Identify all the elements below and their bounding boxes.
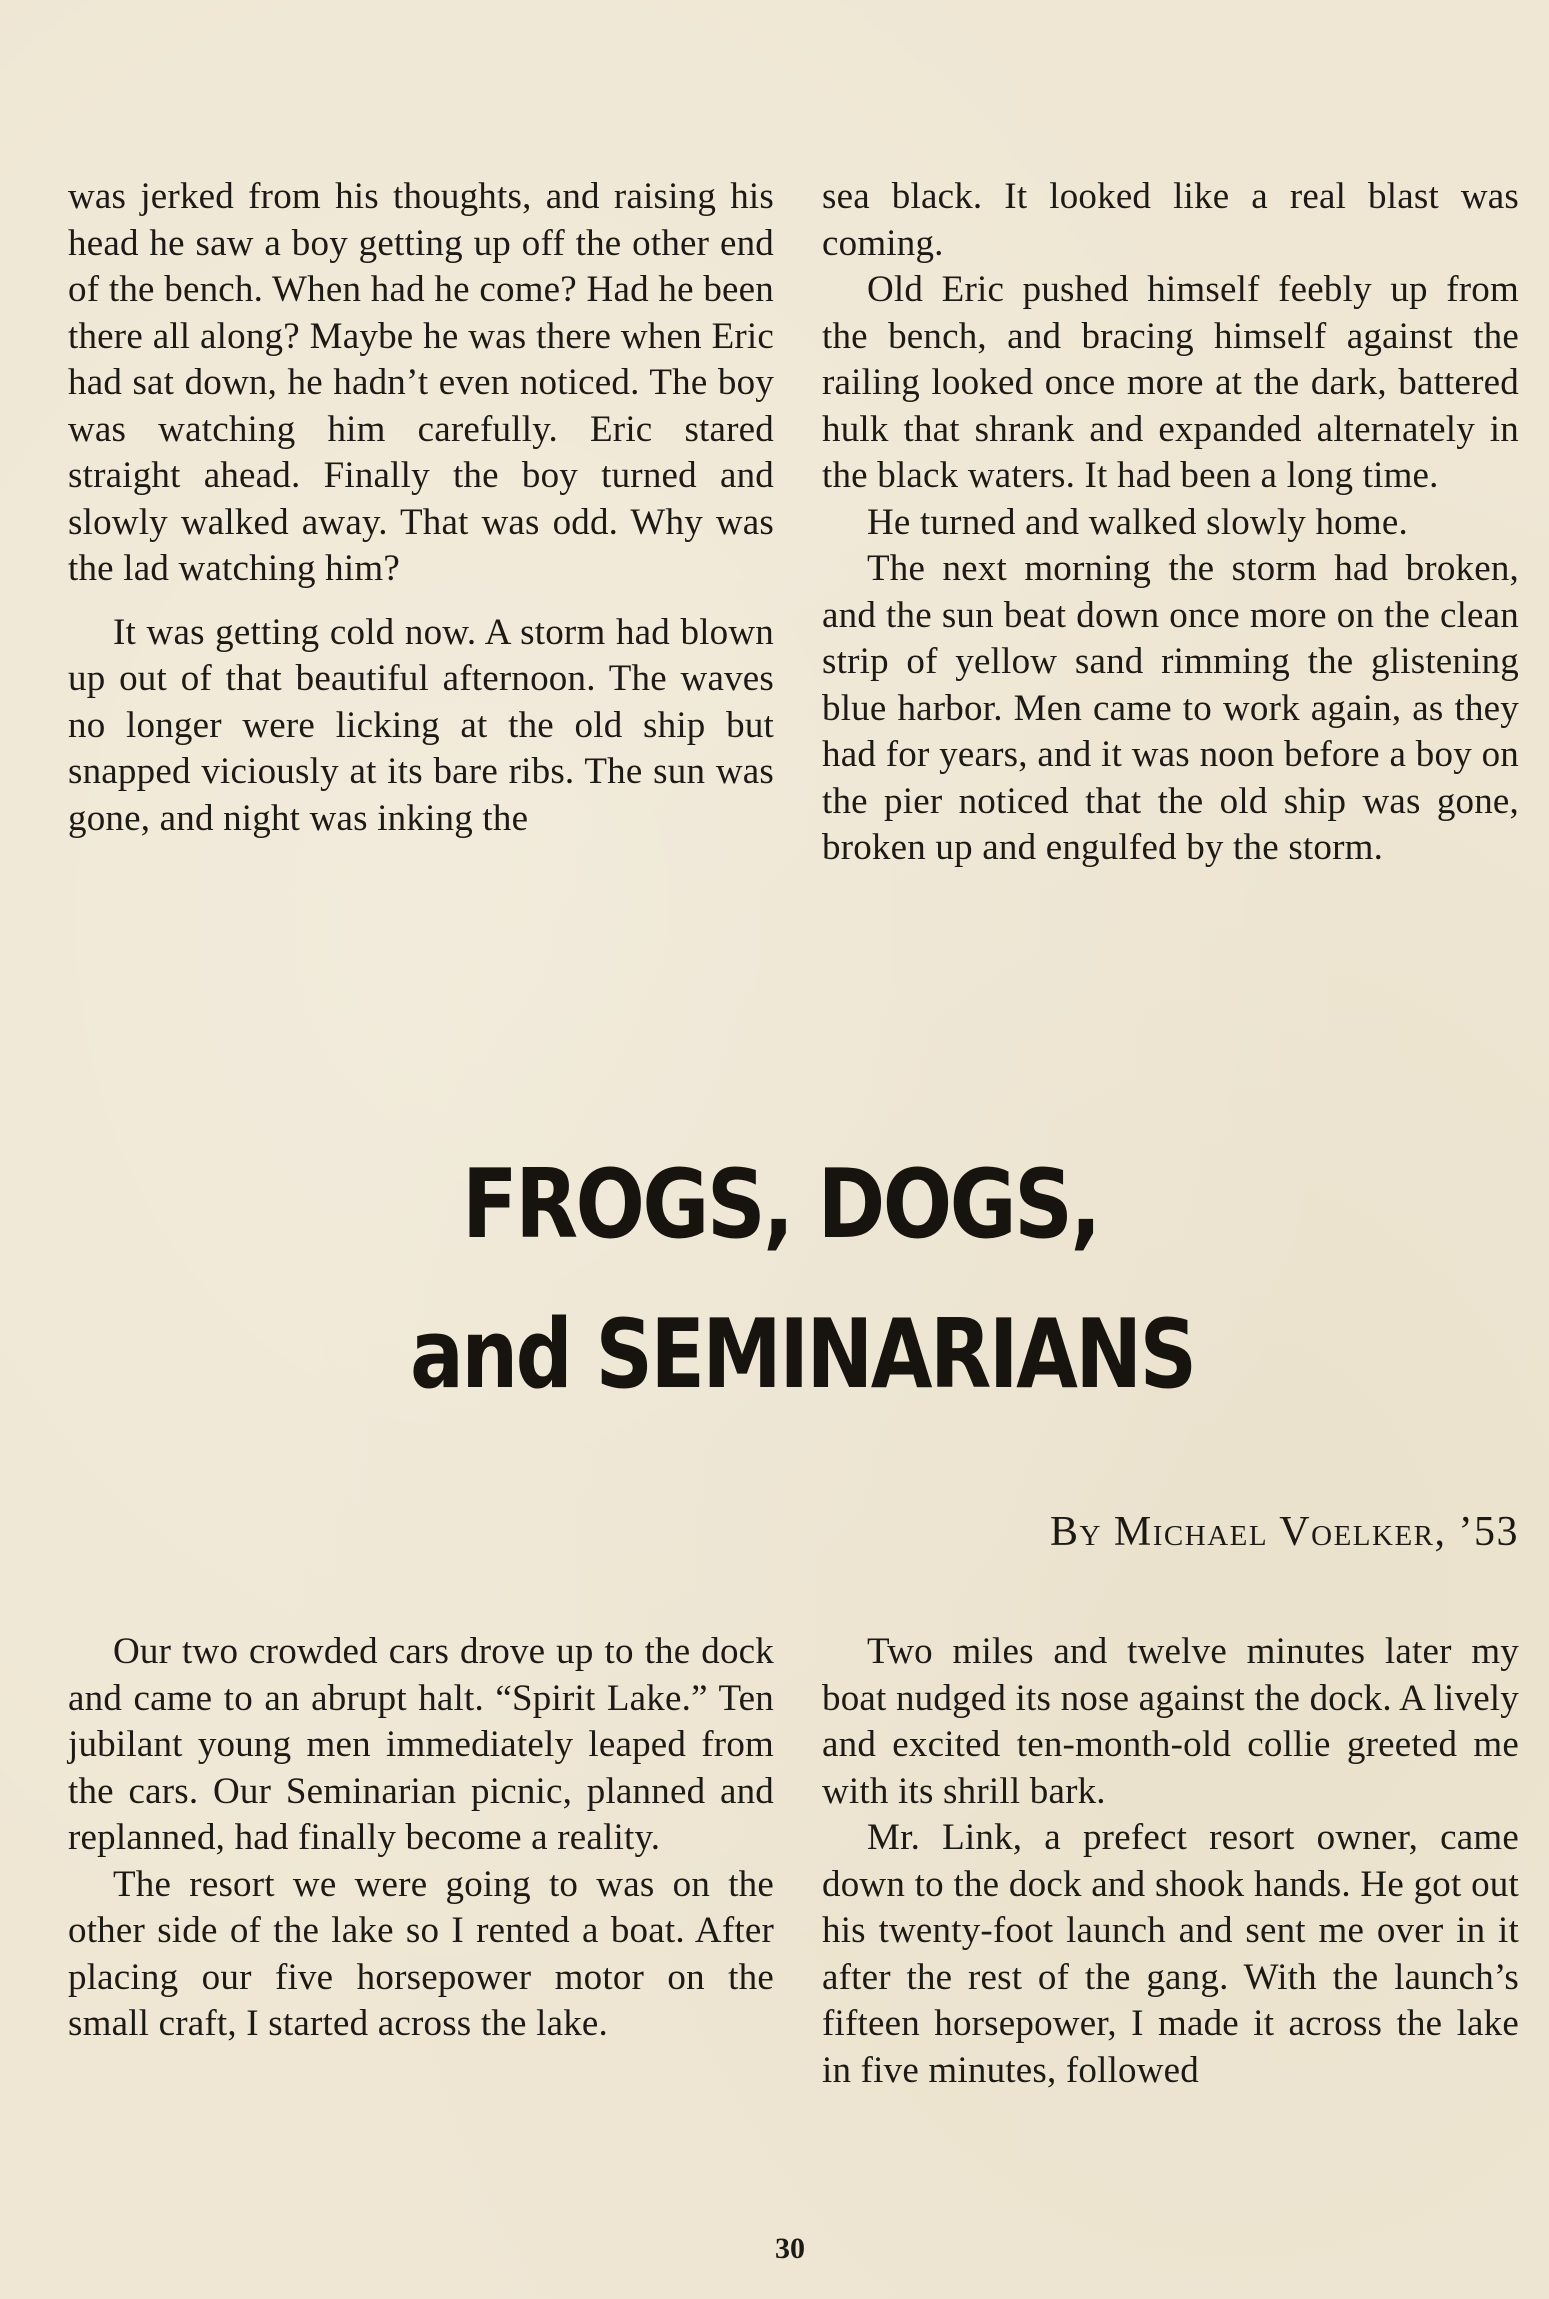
page-number: 30 [775,2232,805,2265]
paragraph: sea black. It looked like a real blast was coming. [822,176,1519,264]
paragraph: The resort we were going to was on the other side of the lake so I rented a boat. After placing our five horsepower motor on the small craft, I started across the lake. [68,1863,774,2044]
article-title-line-1: FROGS, DOGS, [462,1150,1099,1260]
story-continuation-left-column [68,174,774,842]
paragraph: The next morning the storm had broken, and the sun beat down once more on the clean strip of yellow sand rimming the glistening blue harbor. Men came to work again, as they had for years, and it was noon before a boy on the pier noticed that the old ship was gone, broken up and engulfed by the storm. [822,548,1519,868]
article-left-column [68,1629,774,2048]
article-right-column [822,1629,1519,2094]
paragraph: Our two crowded cars drove up to the dock and came to an abrupt halt. “Spirit Lake.” Ten jubilant young men immediately leaped from the cars. Our Seminarian picnic, planned and replanned, had finally become a reality. [68,1631,774,1858]
paragraph: Two miles and twelve minutes later my boat nudged its nose against the dock. A lively and excited ten-month-old collie greeted me with its shrill bark. [822,1631,1519,1812]
paragraph: was jerked from his thoughts, and raising his head he saw a boy getting up off the other end of the bench. When had he come? Had he been there all along? Maybe he was there when Eric had sat down, he hadn’t even noticed. The boy was watching him carefully. Eric stared straight ahead. Finally the boy turned and slowly walked away. That was odd. Why was the lad watching him? [68,176,774,589]
paragraph: It was getting cold now. A storm had blown up out of that beautiful afternoon. The waves no longer were licking at the old ship but snapped viciously at its bare ribs. The sun was gone, and night was inking the [68,611,774,839]
article-title-line-2: and SEMINARIANS [410,1300,1195,1410]
story-continuation-right-column [822,174,1519,872]
article-byline: By Michael Voelker, ’53 [1049,1509,1519,1555]
paragraph: Mr. Link, a prefect resort owner, came down to the dock and shook hands. He got out his twenty-foot launch and sent me over in it after the rest of the gang. With the launch’s fifteen horsepower, I made it across the lake in five minutes, followed [822,1817,1519,2091]
paragraph: He turned and walked slowly home. [867,501,1408,543]
paragraph: Old Eric pushed himself feebly up from the bench, and bracing himself against the railing looked once more at the dark, battered hulk that shrank and expanded alternately in the black waters. It had been a long time. [822,269,1519,496]
